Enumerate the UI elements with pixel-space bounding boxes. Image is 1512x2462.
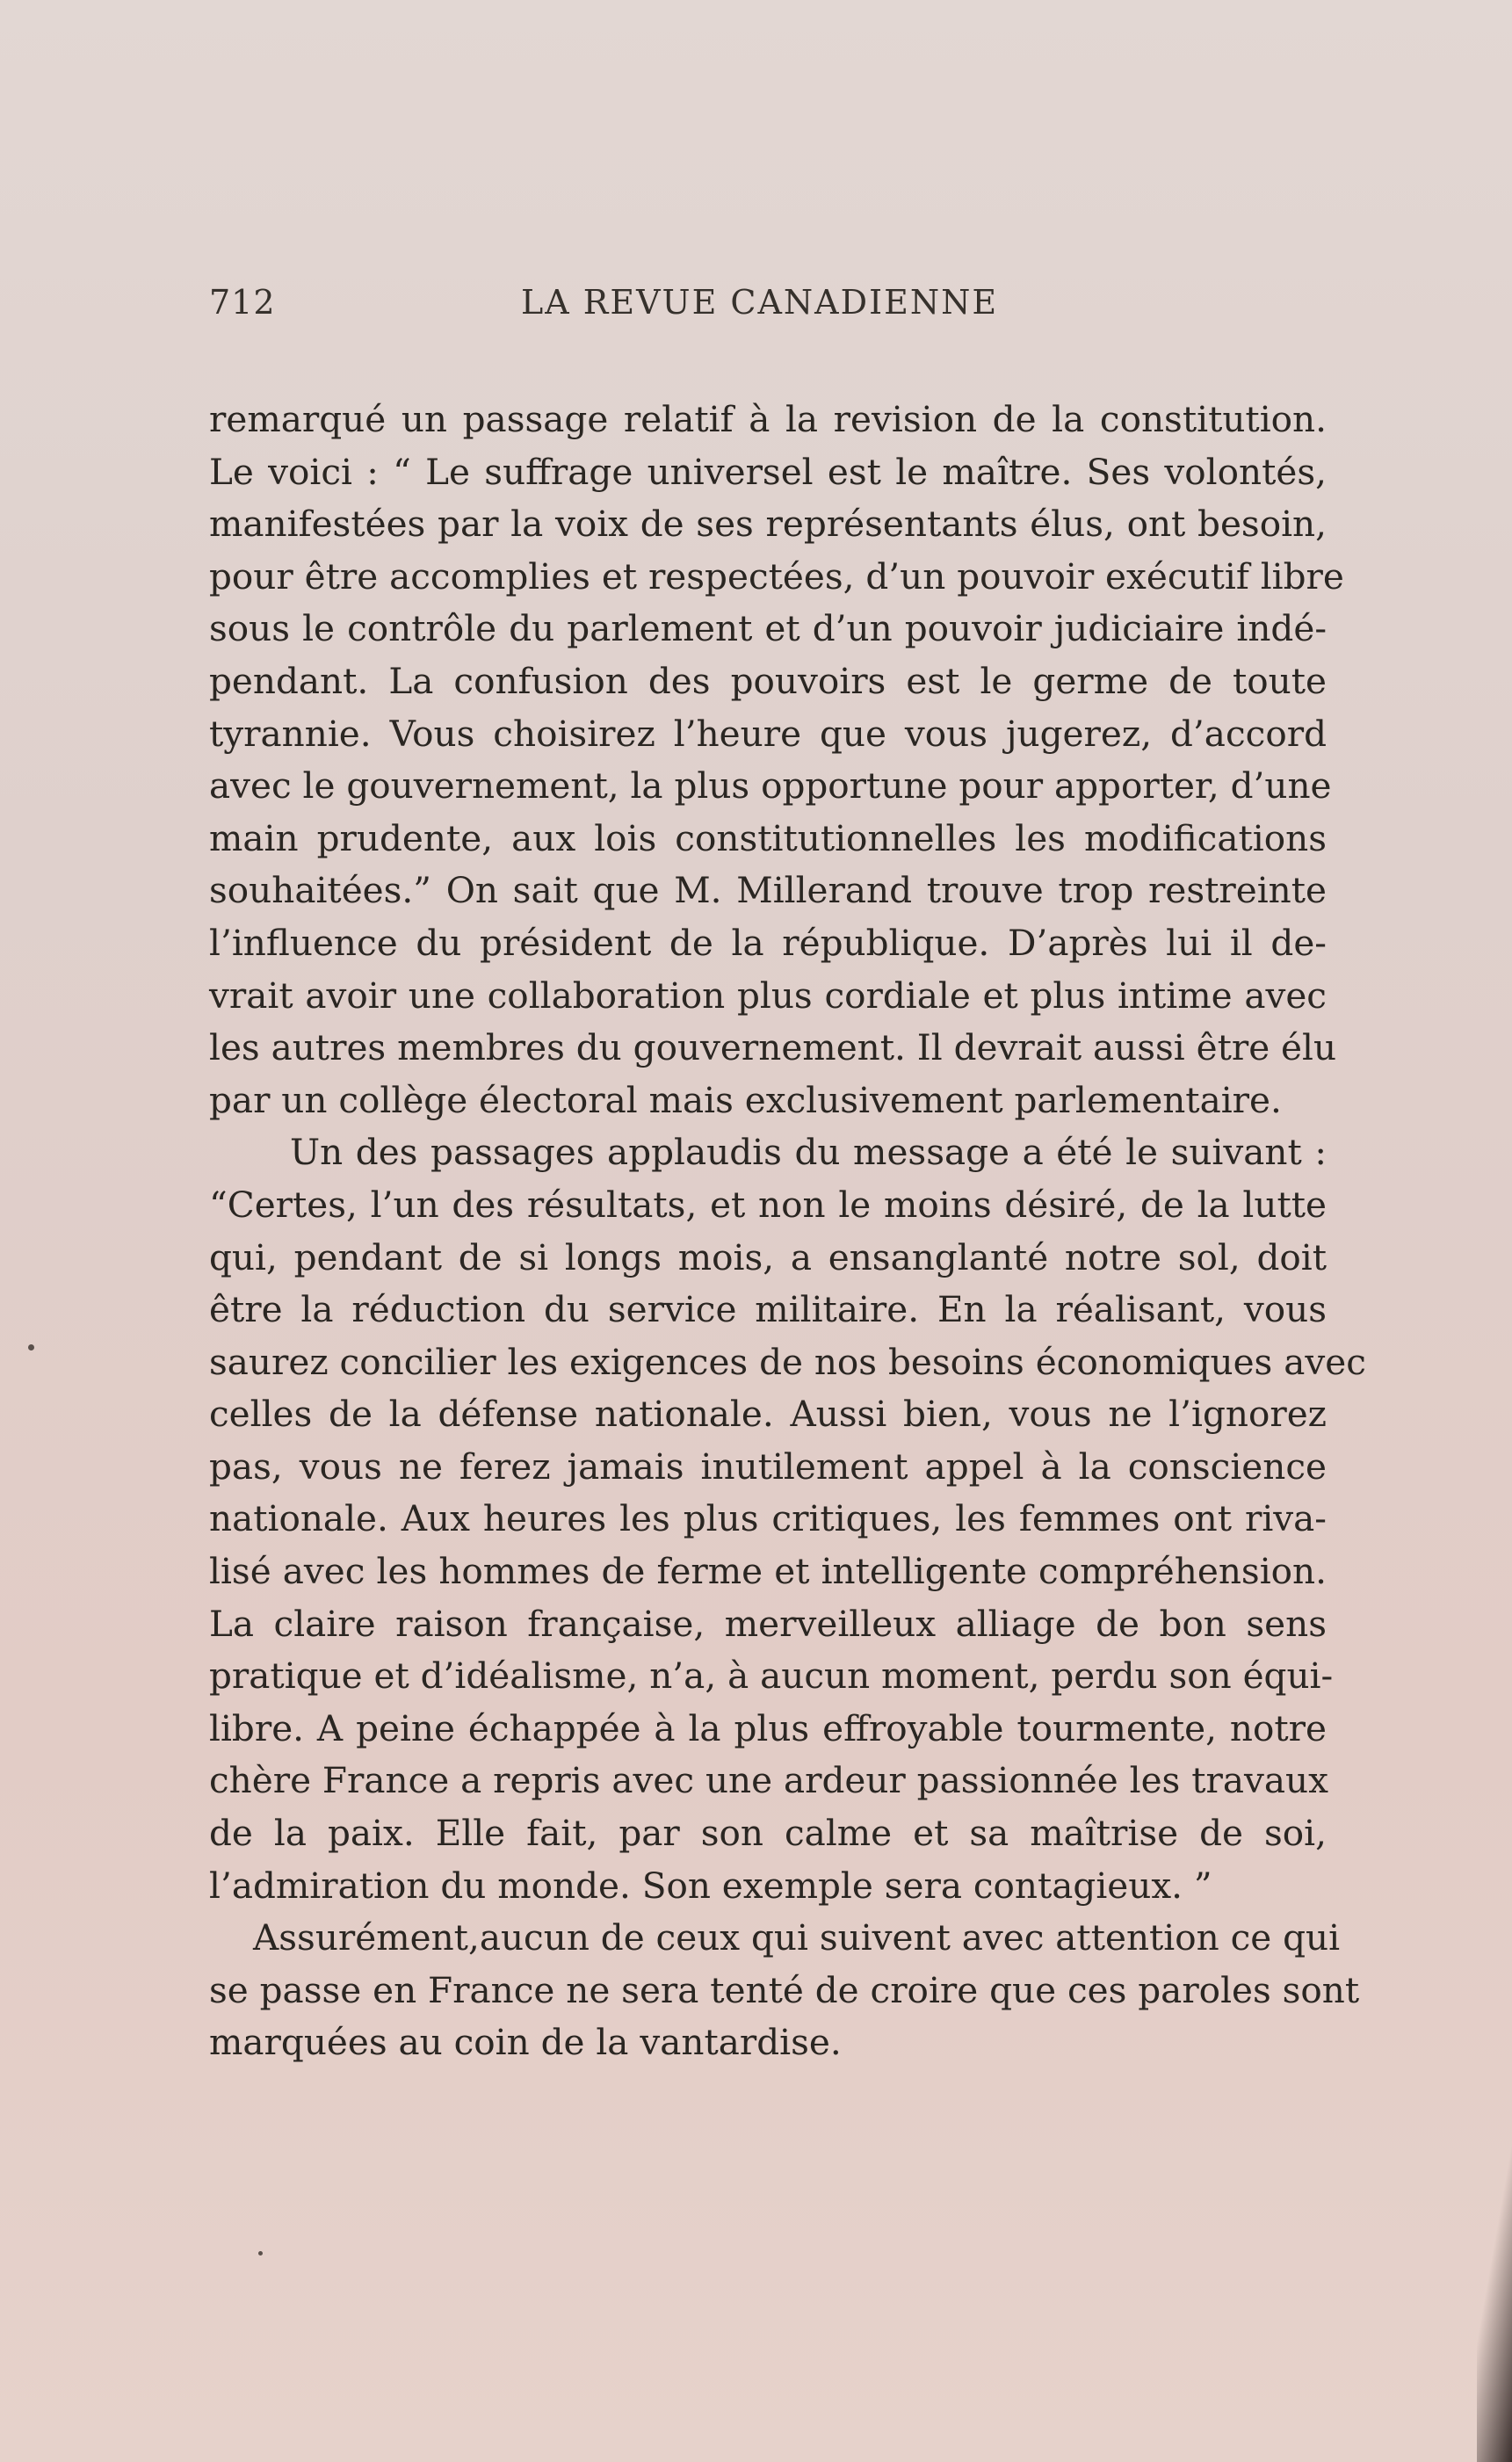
text-line: celles de la défense nationale. Aussi bien, vous ne l’ignorez [209,1393,1327,1436]
running-head [209,283,1325,336]
text-line: Assurément,aucun de ceux qui suivent avec attention ce qui [253,1916,1341,1959]
paragraph [209,1912,1360,2069]
page-number: 712 [209,283,276,322]
text-line: marquées au coin de la vantardise. [209,2021,842,2064]
text-line: l’admiration du monde. Son exemple sera contagieux. ” [209,1864,1212,1907]
text-line: manifestées par la voix de ses représentants élus, ont besoin, [209,503,1327,546]
text-line: sous le contrôle du parlement et d’un pouvoir judiciaire indé- [209,607,1327,650]
text-line: l’influence du président de la république. D’après lui il de- [209,921,1327,964]
text-line: nationale. Aux heures les plus critiques, les femmes ont riva- [209,1497,1327,1540]
text-line: pas, vous ne ferez jamais inutilement appel à la conscience [209,1445,1327,1488]
text-line: par un collège électoral mais exclusivement parlementaire. [209,1078,1282,1121]
text-line: tyrannie. Vous choisirez l’heure que vous jugerez, d’accord [209,712,1327,755]
text-line: libre. A peine échappée à la plus effroyable tourmente, notre [209,1706,1327,1749]
text-line: chère France a repris avec une ardeur passionnée les travaux [209,1759,1328,1802]
paragraph [209,394,1344,1126]
text-line: “Certes, l’un des résultats, et non le moins désiré, de la lutte [209,1183,1327,1226]
paper-speck [258,2251,263,2256]
text-line: les autres membres du gouvernement. Il devrait aussi être élu [209,1026,1337,1069]
text-line: être la réduction du service militaire. En la réalisant, vous [209,1288,1327,1331]
text-line: main prudente, aux lois constitutionnelles les modifications [209,816,1327,859]
text-line: lisé avec les hommes de ferme et intelligente compréhension. [209,1550,1327,1593]
journal-title: LA REVUE CANADIENNE [521,283,999,322]
text-line: Un des passages applaudis du message a été le suivant : [290,1131,1327,1174]
text-line: se passe en France ne sera tenté de croire que ces paroles sont [209,1968,1360,2011]
text-line: avec le gouvernement, la plus opportune pour apporter, d’une [209,764,1332,807]
text-line: Le voici : “ Le suffrage universel est le maître. Ses volontés, [209,450,1327,493]
text-line: saurez concilier les exigences de nos besoins économiques avec [209,1340,1366,1383]
text-line: remarqué un passage relatif à la revision de la constitution. [209,398,1327,440]
text-line: de la paix. Elle fait, par son calme et sa maîtrise de soi, [209,1812,1327,1855]
page-edge-shadow [1477,2128,1512,2462]
paragraph [209,1126,1366,1912]
text-line: souhaitées.” On sait que M. Millerand trouve trop restreinte [209,869,1327,912]
text-line: qui, pendant de si longs mois, a ensanglanté notre sol, doit [209,1235,1327,1278]
body-text [209,394,1366,2069]
paper-speck [28,1344,34,1350]
text-line: pratique et d’idéalisme, n’a, à aucun moment, perdu son équi- [209,1655,1334,1698]
text-line: vrait avoir une collaboration plus cordiale et plus intime avec [209,974,1327,1017]
text-line: pendant. La confusion des pouvoirs est le germe de toute [209,659,1327,702]
text-line: La claire raison française, merveilleux alliage de bon sens [209,1602,1327,1645]
text-line: pour être accomplies et respectées, d’un pouvoir exécutif libre [209,554,1344,597]
